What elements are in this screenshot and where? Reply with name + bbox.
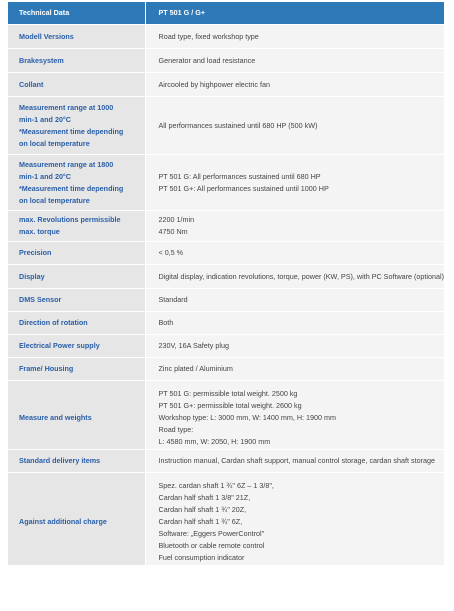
row-label: max. Revolutions permissible max. torque [19,215,121,236]
table-row [8,49,444,72]
row-value: 2200 1/min 4750 Nm [158,215,195,236]
table-row [8,381,444,449]
table-row [8,358,444,380]
row-label: Standard delivery items [8,450,145,472]
row-value: < 0,5 % [145,242,444,264]
row-label: Collant [8,73,145,96]
table-row [8,25,444,48]
row-label: Precision [8,242,145,264]
row-label: Modell Versions [8,25,145,48]
table-row [8,335,444,357]
row-value: Road type, fixed workshop type [145,25,444,48]
row-label: Measure and weights [19,413,92,422]
row-label: Direction of rotation [8,312,145,334]
row-label: Brakesystem [8,49,145,72]
row-value: Aircooled by highpower electric fan [145,73,444,96]
table-row [8,73,444,96]
table-row [8,265,444,288]
table-row [8,289,444,311]
row-value: Spez. cardan shaft 1 ¾" 6Z – 1 3/8", Cardan half shaft 1 3/8" 21Z, Cardan half shaft 1 ¾" 20Z, Cardan half shaft 1 ¾" 6Z, Software: „Eggers PowerControl" Bluetooth or cable remote control Fuel consumption indicator [158,480,274,562]
table-header-row [8,2,444,24]
row-value: All performances sustained until 680 HP (500 kW) [145,97,444,154]
table-row [8,155,444,210]
row-label: Electrical Power supply [8,335,145,357]
row-value: Standard [145,289,444,311]
row-label: Measurement range at 1000 min-1 and 20°C *Measurement time depending on local temperature [19,102,124,148]
row-label: Display [8,265,145,288]
row-label: Against additional charge [19,516,107,526]
row-label: Frame/ Housing [8,358,145,380]
row-value: PT 501 G: All performances sustained until 680 HP PT 501 G+: All performances sustained until 1000 HP [158,171,329,193]
technical-data-table [8,2,444,565]
row-value: PT 501 G / G+ [145,2,444,24]
row-label: Technical Data [8,2,145,24]
row-value: Instruction manual, Cardan shaft support, manual control storage, cardan shaft storage [145,450,444,472]
table-row [8,242,444,264]
row-value: Digital display, indication revolutions, torque, power (KW, PS), with PC Software (optional) [145,265,444,288]
row-value: 230V, 16A Safety plug [145,335,444,357]
table-row [8,97,444,154]
row-value: Both [145,312,444,334]
row-value: Zinc plated / Aluminium [145,358,444,380]
table-row [8,450,444,472]
row-label: Measurement range at 1800 min-1 and 20°C *Measurement time depending on local temperature [19,159,124,205]
table-row [8,211,444,241]
row-value: PT 501 G: permissible total weight. 2500 kg PT 501 G+: permissible total weight. 2600 kg Workshop type: L: 3000 mm, W: 1400 mm, H: 1900 mm Road type: L: 4580 mm, W: 2050, H: 1900 mm [158,389,336,446]
table-row [8,312,444,334]
row-value: Generator and load resistance [145,49,444,72]
table-row [8,473,444,565]
row-label: DMS Sensor [8,289,145,311]
